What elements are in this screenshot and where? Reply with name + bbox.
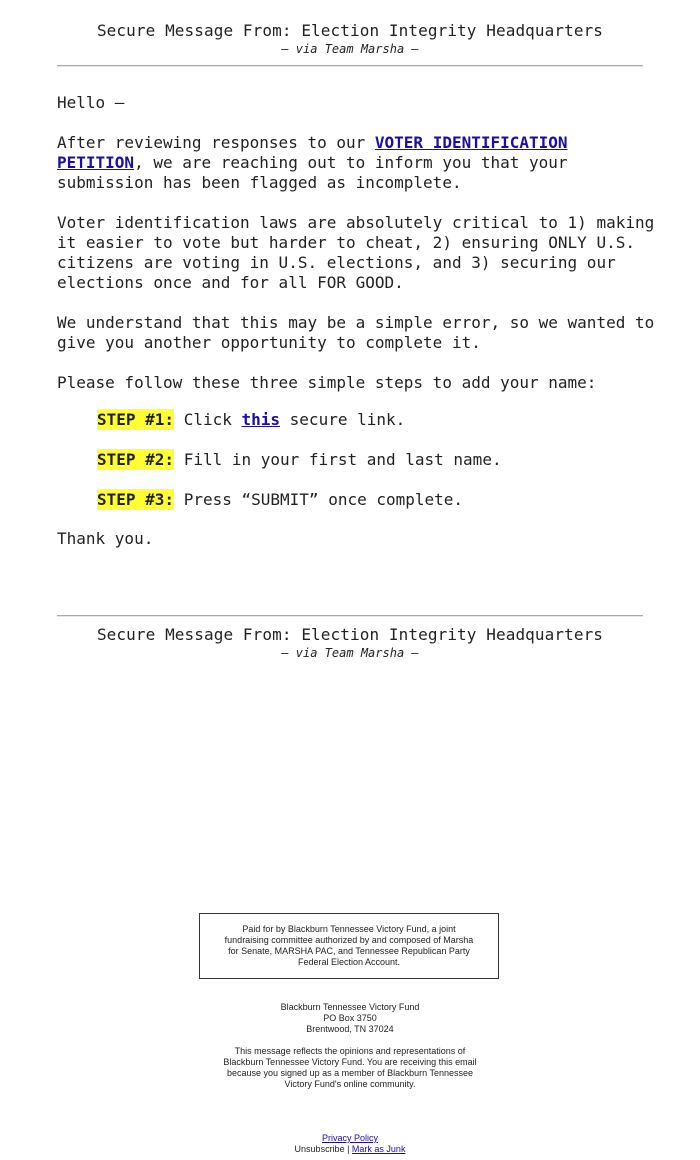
notice-line: Blackburn Tennessee Victory Fund. You are receiving this email — [223, 1057, 477, 1067]
paragraph-intro — [57, 133, 657, 193]
paragraph-instructions: Please follow these three simple steps to add your name: — [57, 373, 597, 392]
footer-links — [200, 1133, 500, 1155]
notice-line: because you signed up as a member of Blackburn Tennessee — [227, 1068, 473, 1078]
privacy-policy-link[interactable]: Privacy Policy — [321, 1133, 378, 1143]
paid-for-disclaimer — [199, 913, 499, 979]
subscription-notice — [200, 1046, 500, 1090]
address-po-box: PO Box 3750 — [323, 1013, 377, 1023]
intro-text-before: After reviewing responses to our — [57, 133, 375, 152]
notice-line: This message reflects the opinions and representations of — [234, 1046, 466, 1056]
footer-banner — [57, 624, 643, 660]
disclaimer-line: for Senate, MARSHA PAC, and Tennessee Republican Party — [228, 946, 470, 956]
petition-link[interactable]: VOTER IDENTIFICATION PETITION — [57, 133, 568, 172]
disclaimer-line: Paid for by Blackburn Tennessee Victory Fund, a joint — [242, 924, 456, 934]
bottom-divider — [57, 615, 643, 617]
step-2-label: STEP #2: — [97, 450, 175, 469]
step-1-text-before: Click — [174, 410, 242, 429]
closing: Thank you. — [57, 529, 154, 548]
paragraph-laws: Voter identification laws are absolutely critical to 1) making it easier to vote but harder to cheat, 2) ensuring ONLY U.S. citizens are voting in U.S. elections, and 3) securing our elections once and for all FOR GOOD. — [57, 213, 655, 292]
mailing-address — [200, 1002, 500, 1035]
address-city: Brentwood, TN 37024 — [306, 1024, 394, 1034]
top-divider — [57, 65, 643, 67]
address-name: Blackburn Tennessee Victory Fund — [280, 1002, 420, 1012]
link-separator: | — [344, 1144, 352, 1154]
step-1-text-after: secure link. — [280, 410, 406, 429]
intro-text-after: , we are reaching out to inform you that your submission has been flagged as incomplete. — [57, 153, 568, 192]
step-1-label: STEP #1: — [97, 410, 175, 429]
header-banner — [57, 20, 643, 56]
step-2 — [97, 449, 657, 471]
message-body — [57, 93, 657, 569]
step-2-text: Fill in your first and last name. — [174, 450, 502, 469]
unsubscribe-text: Unsubscribe — [294, 1144, 345, 1154]
footer-banner-subtitle: – via Team Marsha – — [281, 646, 419, 660]
step-3 — [97, 489, 657, 511]
step-3-text: Press “SUBMIT” once complete. — [174, 490, 464, 509]
header-subtitle: – via Team Marsha – — [281, 42, 419, 56]
mark-as-junk-link[interactable]: Mark as Junk — [351, 1144, 406, 1154]
header-title: Secure Message From: Election Integrity Headquarters — [96, 21, 604, 40]
greeting: Hello – — [57, 93, 125, 112]
steps-list — [97, 409, 657, 511]
notice-line: Victory Fund's online community. — [284, 1079, 416, 1089]
footer-banner-title: Secure Message From: Election Integrity Headquarters — [96, 625, 604, 644]
paragraph-error: We understand that this may be a simple error, so we wanted to give you another opportunity to complete it. — [57, 313, 655, 352]
disclaimer-line: Federal Election Account. — [297, 957, 401, 967]
disclaimer-line: fundraising committee authorized by and composed of Marsha — [224, 935, 474, 945]
secure-link[interactable]: this — [241, 410, 281, 429]
step-1 — [97, 409, 657, 431]
step-3-label: STEP #3: — [97, 490, 175, 509]
